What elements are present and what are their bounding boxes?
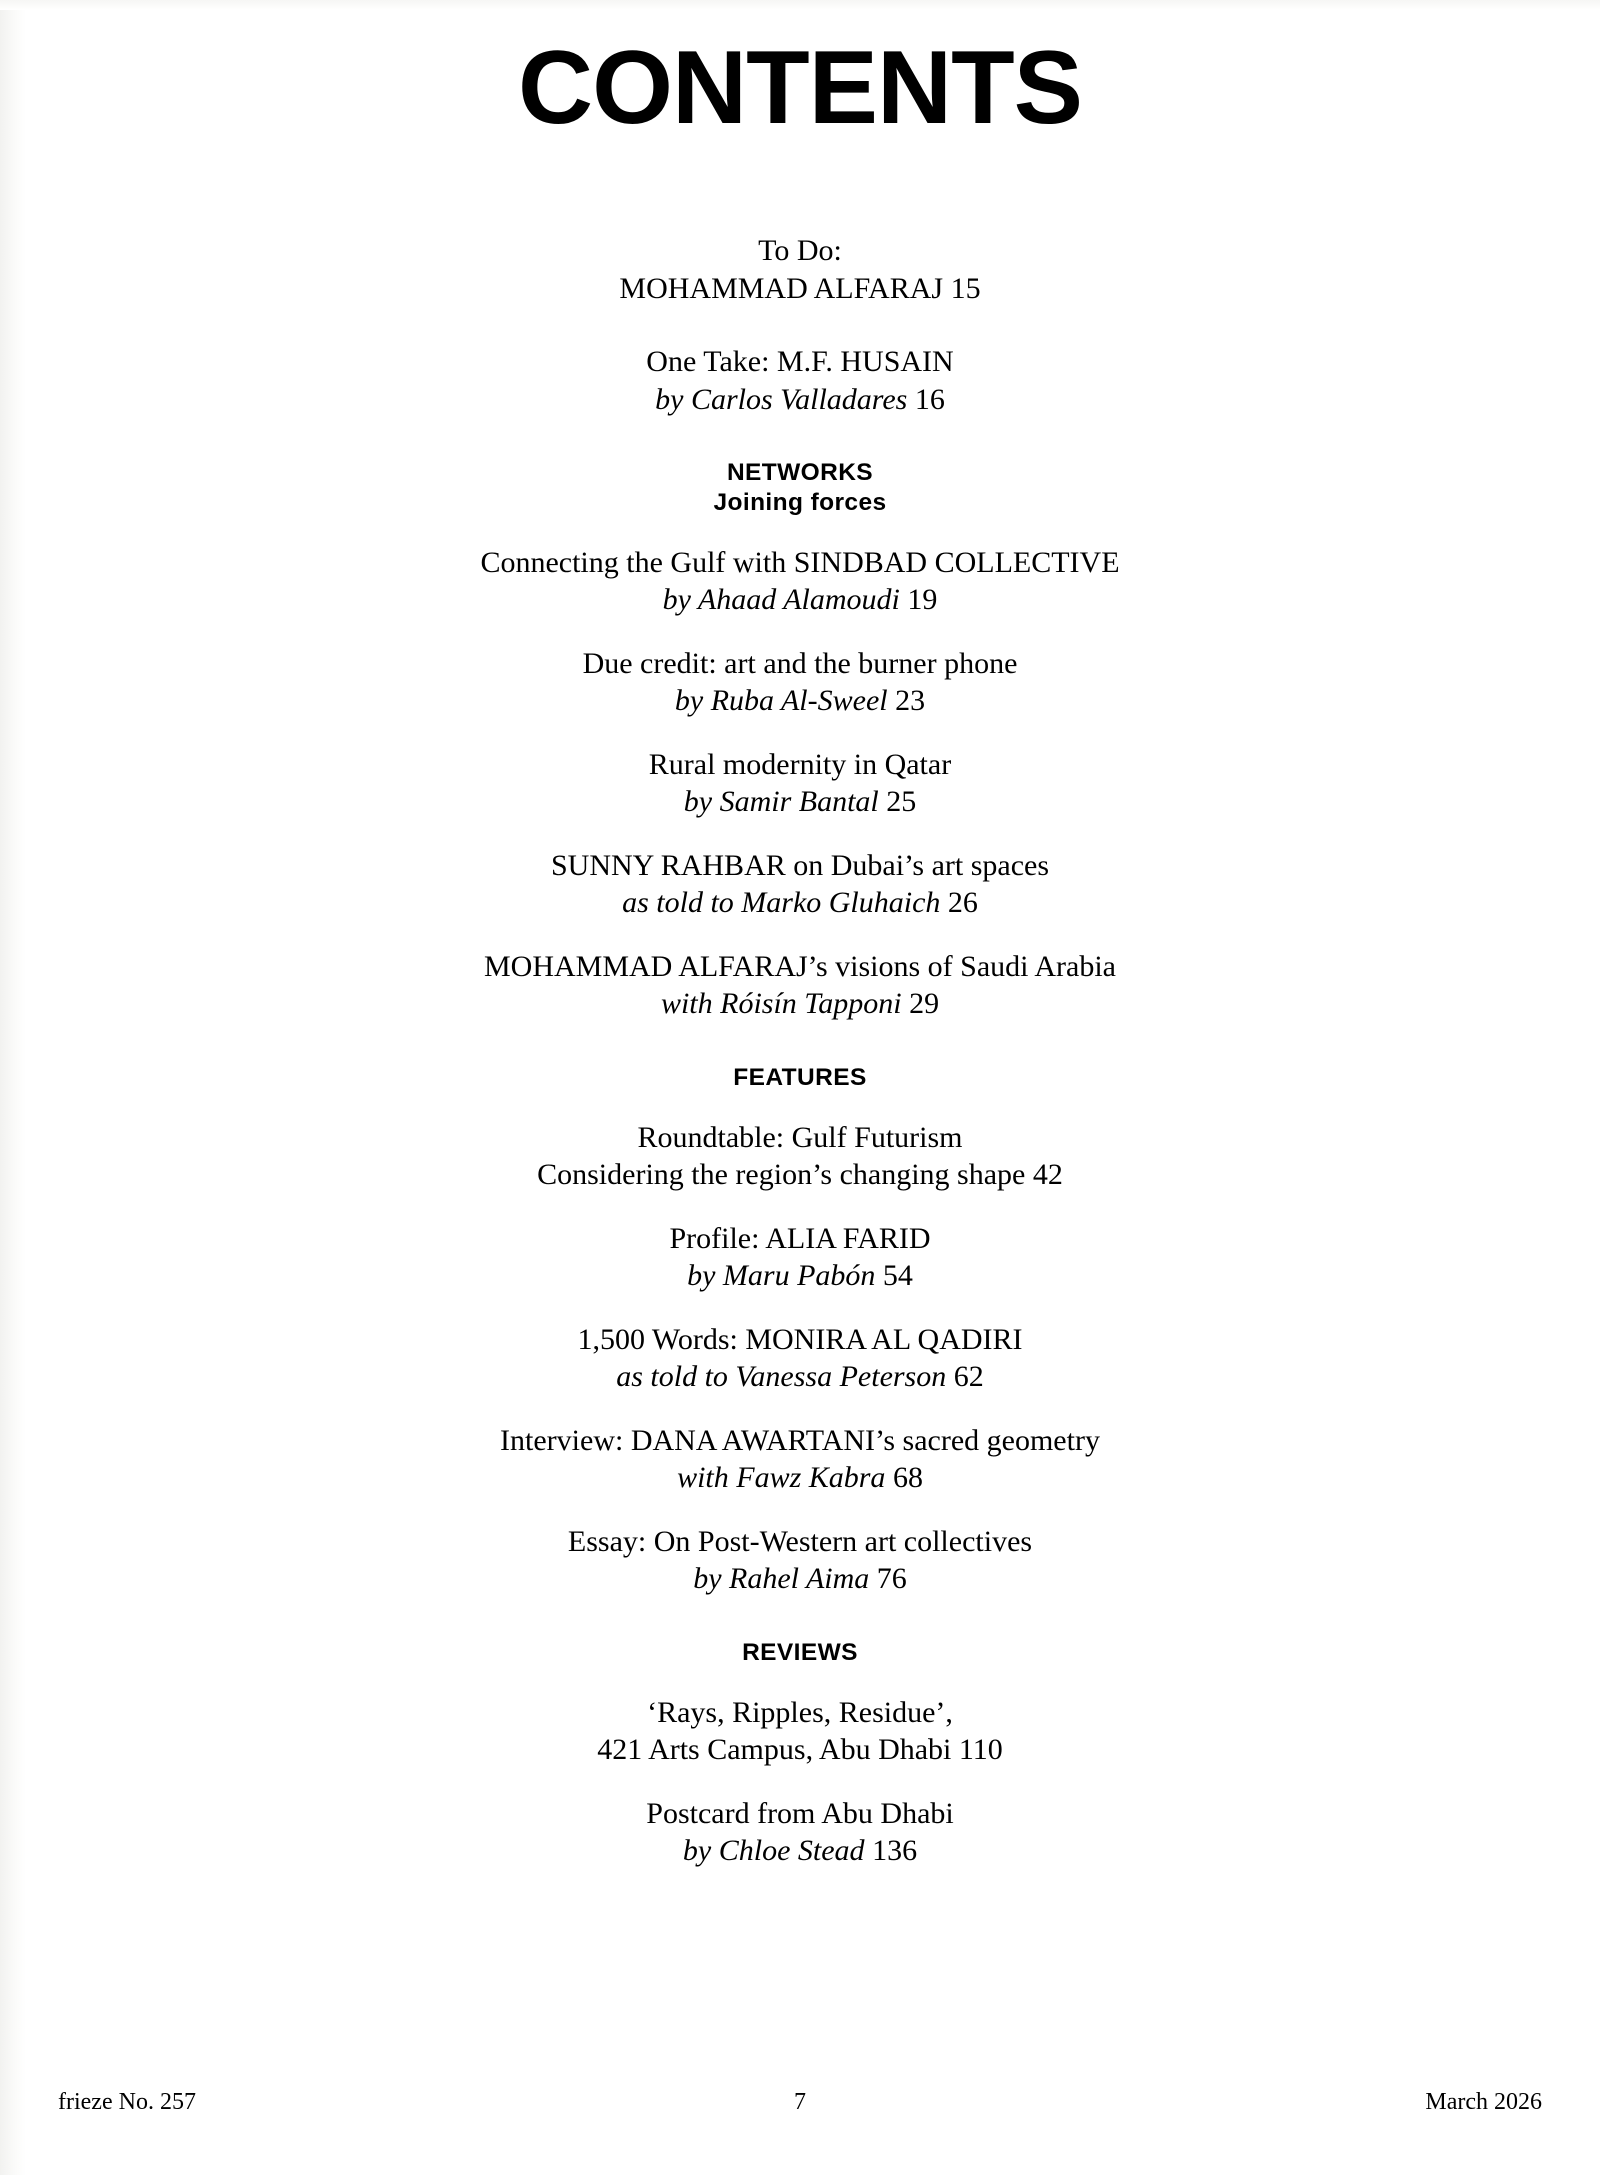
section-heading-label: NETWORKS	[726, 459, 874, 486]
toc-entry-page[interactable]: 136	[872, 1834, 918, 1867]
toc-entry-line1: To Do:	[758, 234, 842, 267]
toc-entry	[300, 343, 1300, 418]
toc-entry-line1: Postcard from Abu Dhabi	[646, 1796, 954, 1830]
toc-entry	[300, 1220, 1300, 1295]
toc-entry-line2	[300, 884, 1300, 922]
toc-entry-page[interactable]: 76	[876, 1562, 907, 1596]
toc-entry-line1: Profile: ALIA FARID	[669, 1221, 931, 1255]
toc-entry-page[interactable]: 29	[909, 987, 940, 1021]
toc-section-networks	[300, 458, 1300, 1023]
section-heading-label: REVIEWS	[742, 1638, 858, 1666]
toc-entry-line1: Due credit: art and the burner phone	[582, 646, 1018, 680]
section-heading-label: FEATURES	[733, 1063, 867, 1091]
toc-entry-line2	[300, 1358, 1300, 1396]
toc-entry-line2	[300, 1459, 1300, 1497]
toc-entry	[300, 1795, 1300, 1870]
section-heading	[300, 1638, 1300, 1668]
toc-entry-line2	[300, 581, 1300, 619]
toc-entry-page[interactable]: 42	[1032, 1158, 1063, 1192]
toc-entry-byline: by Ahaad Alamoudi	[662, 583, 900, 617]
toc-entry-line1: MOHAMMAD ALFARAJ’s visions of Saudi Arabia	[484, 949, 1116, 983]
toc-entry-byline: by Ruba Al-Sweel	[674, 684, 888, 718]
toc-entry-line1: ‘Rays, Ripples, Residue’,	[647, 1695, 953, 1729]
section-spacer	[300, 1598, 1300, 1638]
toc-section-reviews	[300, 1638, 1300, 1870]
toc-entry-byline: by Carlos Valladares	[655, 382, 908, 416]
footer-issue: frieze No. 257	[58, 2089, 196, 2115]
toc-entry-page[interactable]: 25	[886, 785, 917, 819]
toc-entry-line1: Connecting the Gulf with SINDBAD COLLECTIVE	[480, 545, 1120, 579]
toc-entry-byline: with Róisín Tapponi	[660, 987, 902, 1021]
toc-entry	[300, 645, 1300, 720]
toc-entry-line1: One Take: M.F. HUSAIN	[646, 345, 954, 378]
toc-entry-line1: Rural modernity in Qatar	[648, 747, 952, 781]
toc-entry-line2	[300, 682, 1300, 720]
toc-entry-byline: by Maru Pabón	[687, 1259, 876, 1293]
toc-entry-line1: Roundtable: Gulf Futurism	[637, 1120, 963, 1154]
toc-entry-line2	[300, 270, 1300, 308]
toc-entry-page[interactable]: 110	[958, 1733, 1003, 1766]
page-footer	[58, 2089, 1542, 2121]
toc-entry-byline: with Fawz Kabra	[677, 1461, 886, 1495]
toc-entry-byline: by Chloe Stead	[682, 1834, 865, 1867]
toc-entry-line2	[300, 1156, 1300, 1194]
toc-entry-line1: 1,500 Words: MONIRA AL QADIRI	[577, 1322, 1023, 1356]
toc-entry-page[interactable]: 16	[914, 382, 945, 416]
toc-entry-subtitle: 421 Arts Campus, Abu Dhabi	[597, 1733, 952, 1766]
section-heading	[300, 1063, 1300, 1093]
toc-entry-line2	[300, 381, 1300, 419]
toc-entry-line2	[300, 1731, 1300, 1769]
toc-entry	[300, 1422, 1300, 1497]
toc-entry-line2	[300, 1560, 1300, 1598]
toc-entry-title: MOHAMMAD ALFARAJ	[619, 271, 944, 305]
footer-date: March 2026	[1425, 2089, 1542, 2115]
toc-entry	[300, 1119, 1300, 1194]
toc-entry-subtitle: Considering the region’s changing shape	[537, 1158, 1026, 1192]
toc-entry-line1: Interview: DANA AWARTANI’s sacred geometry	[500, 1423, 1100, 1457]
toc-entry	[300, 1321, 1300, 1396]
section-subheading-label: Joining forces	[713, 488, 887, 516]
toc-entry	[300, 544, 1300, 619]
toc-entry-page[interactable]: 19	[907, 583, 938, 617]
toc-entry-byline: as told to Marko Gluhaich	[622, 886, 941, 920]
toc-entry	[300, 232, 1300, 307]
toc-entry-page[interactable]: 26	[947, 886, 978, 920]
toc-entry-page[interactable]: 62	[953, 1360, 984, 1394]
toc-section-features	[300, 1063, 1300, 1598]
toc-entry	[300, 1523, 1300, 1598]
toc-entry	[300, 948, 1300, 1023]
toc-entry-byline: by Samir Bantal	[683, 785, 879, 819]
section-heading	[300, 458, 1300, 518]
section-spacer	[300, 1023, 1300, 1063]
toc-entry	[300, 847, 1300, 922]
toc-entry	[300, 1694, 1300, 1769]
toc-entry	[300, 746, 1300, 821]
toc-entry-page[interactable]: 15	[950, 271, 981, 305]
toc-entry-page[interactable]: 68	[892, 1461, 923, 1495]
page-edge-shading-top	[0, 0, 1600, 10]
toc-entry-line2	[300, 783, 1300, 821]
toc-entry-byline: by Rahel Aima	[693, 1562, 870, 1596]
section-spacer	[300, 418, 1300, 458]
footer-page-number: 7	[794, 2089, 806, 2115]
toc-entry-page[interactable]: 23	[895, 684, 926, 718]
page-title: CONTENTS	[518, 30, 1082, 146]
toc-entry-line1: Essay: On Post-Western art collectives	[567, 1524, 1033, 1558]
toc-entry-line2	[300, 1257, 1300, 1295]
toc-entry-line1: SUNNY RAHBAR on Dubai’s art spaces	[550, 848, 1050, 882]
toc-entry-line2	[300, 985, 1300, 1023]
contents-list	[300, 232, 1300, 1870]
toc-entry-page[interactable]: 54	[882, 1259, 913, 1293]
toc-entry-line2	[300, 1832, 1300, 1870]
toc-entry-byline: as told to Vanessa Peterson	[616, 1360, 947, 1394]
page-edge-shading-left	[0, 0, 26, 2175]
